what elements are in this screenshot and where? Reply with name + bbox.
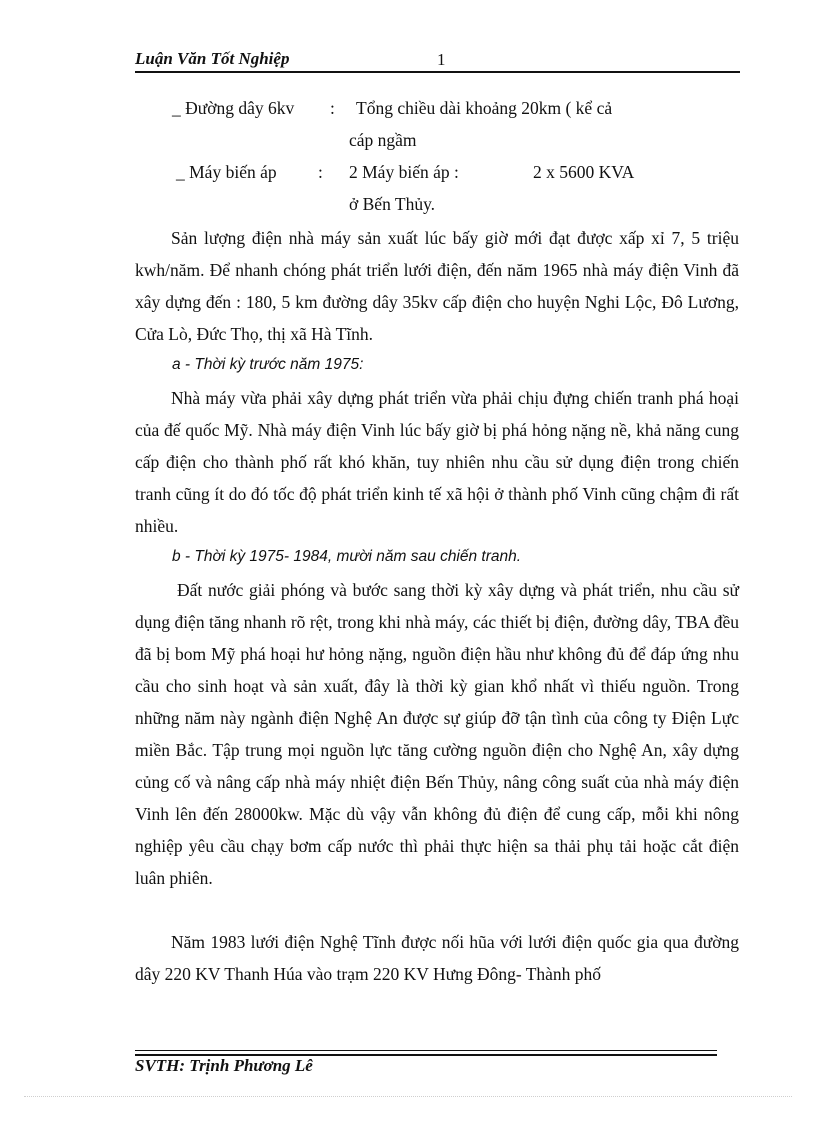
header-rule	[135, 71, 740, 73]
spec-value-line: Tổng chiều dài khoảng 20km ( kể cả	[356, 98, 613, 118]
spec-label-transformer: _ Máy biến áp	[176, 162, 277, 182]
page-number: 1	[437, 50, 446, 69]
page-bottom-dotted-rule	[24, 1096, 792, 1097]
paragraph-war-period: Nhà máy vừa phải xây dựng phát triển vừa phải chịu đựng chiến tranh phá hoại của đế quốc Mỹ. Nhà máy điện Vinh lúc bấy giờ bị phá hỏng nặng nề, khả năng cung cấp điện cho thành phố rất khó khăn, tuy nhiên nhu cầu sử dụng điện trong chiến tranh cũng ít do đó tốc độ phát triển kinh tế xã hội ở thành phố Vinh cũng chậm đi rất nhiều.	[135, 388, 739, 536]
spec-colon-line: :	[330, 98, 335, 118]
footer-author: SVTH: Trịnh Phương Lê	[135, 1056, 313, 1075]
spec-value-transformer-cont: ở Bến Thủy.	[349, 194, 436, 214]
header-title: Luận Văn Tốt Nghiệp	[135, 49, 290, 68]
footer-rule-thin	[135, 1050, 717, 1051]
heading-before-1975: a - Thời kỳ trước năm 1975:	[172, 356, 364, 373]
spec-colon-transformer: :	[318, 162, 323, 182]
paragraph-post-war: Đất nước giải phóng và bước sang thời kỳ xây dựng và phát triển, nhu cầu sử dụng điện tăng nhanh rõ rệt, trong khi nhà máy, các thiết bị điện, đường dây, TBA đều đã bị bom Mỹ phá hoại hư hỏng nặng, nguồn điện hầu như không đủ để đáp ứng nhu cầu cho sinh hoạt và sản xuất, đây là thời kỳ gian khổ nhất vì thiếu nguồn. Trong những năm này ngành điện Nghệ An được sự giúp đỡ tận tình của công ty Điện Lực miền Bắc. Tập trung mọi nguồn lực tăng cường nguồn điện cho Nghệ An, xây dựng củng cố và nâng cấp nhà máy nhiệt điện Bến Thủy, nâng công suất của nhà máy điện Vinh lên đến 28000kw. Mặc dù vậy vẫn không đủ điện để cung cấp, mỗi khi nông nghiệp yêu cầu chạy bơm cấp nước thì phải thực hiện sa thải phụ tải hoặc cắt điện luân phiên.	[135, 580, 739, 888]
spec-value-line-cont: cáp ngầm	[349, 130, 417, 150]
spec-amount-transformer: 2 x 5600 KVA	[533, 162, 635, 182]
spec-value-transformer: 2 Máy biến áp :	[349, 162, 459, 182]
paragraph-grid-connection: Năm 1983 lưới điện Nghệ Tĩnh được nối hũa với lưới điện quốc gia qua đường dây 220 KV Thanh Húa vào trạm 220 KV Hưng Đông- Thành phố	[135, 932, 739, 984]
heading-1975-1984: b - Thời kỳ 1975- 1984, mười năm sau chiến tranh.	[172, 548, 522, 565]
paragraph-production: Sản lượng điện nhà máy sản xuất lúc bấy giờ mới đạt được xấp xỉ 7, 5 triệu kwh/năm. Để nhanh chóng phát triển lưới điện, đến năm 1965 nhà máy điện Vinh đã xây dựng đến : 180, 5 km đường dây 35kv cấp điện cho huyện Nghi Lộc, Đô Lương, Cửa Lò, Đức Thọ, thị xã Hà Tĩnh.	[135, 228, 739, 344]
spec-label-line: _ Đường dây 6kv	[172, 98, 295, 118]
